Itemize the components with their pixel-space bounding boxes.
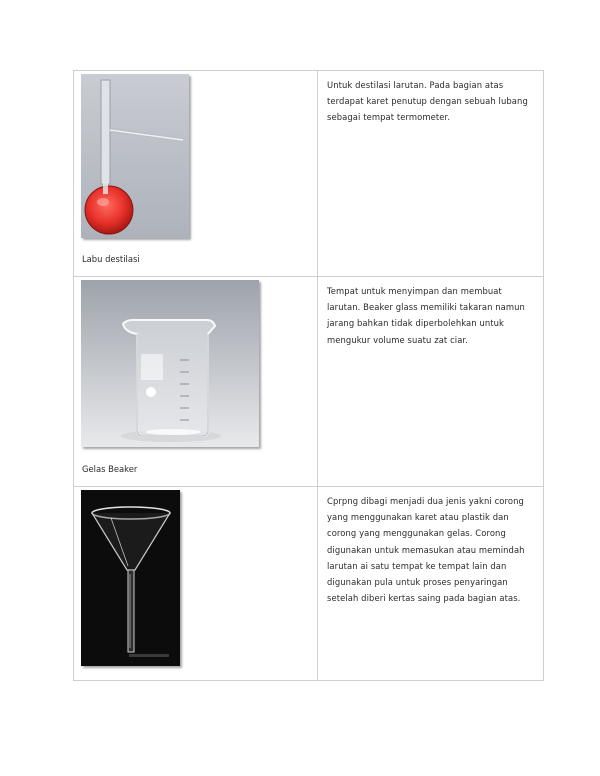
funnel-photo (81, 490, 180, 666)
beaker-glass-icon (81, 280, 259, 447)
table-row (74, 487, 544, 681)
description-text: Cprpng dibagi menjadi dua jenis yakni corong yang menggunakan karet atau plastik dan corong yang menggunakan gelas. Corong digunakan untuk memasukan atau memindah larutan ai satu tempat ke tempat lain dan digunakan pula untuk proses penyaringan setelah diberi kertas saing pada bagian atas. (327, 496, 525, 604)
image-cell (74, 277, 318, 487)
description-text: Tempat untuk menyimpan dan membuat larutan. Beaker glass memiliki takaran namun jarang bahkan tidak diperbolehkan untuk mengukur volume suatu zat ciar. (327, 286, 525, 345)
description-text: Untuk destilasi larutan. Pada bagian atas terdapat karet penutup dengan sebuah lubang sebagai tempat termometer. (327, 80, 528, 123)
description-cell (318, 277, 544, 487)
beaker-photo (81, 280, 259, 447)
description-cell (318, 71, 544, 277)
image-cell (74, 487, 318, 681)
distillation-flask-icon (81, 74, 189, 238)
description-cell (318, 487, 544, 681)
table-row (74, 277, 544, 487)
funnel-icon (81, 490, 180, 666)
image-cell (74, 71, 318, 277)
equipment-table (73, 70, 544, 681)
table-row (74, 71, 544, 277)
distillation-flask-photo (81, 74, 189, 238)
caption-labu-destilasi: Labu destilasi (82, 254, 140, 264)
caption-gelas-beaker: Gelas Beaker (82, 464, 138, 474)
